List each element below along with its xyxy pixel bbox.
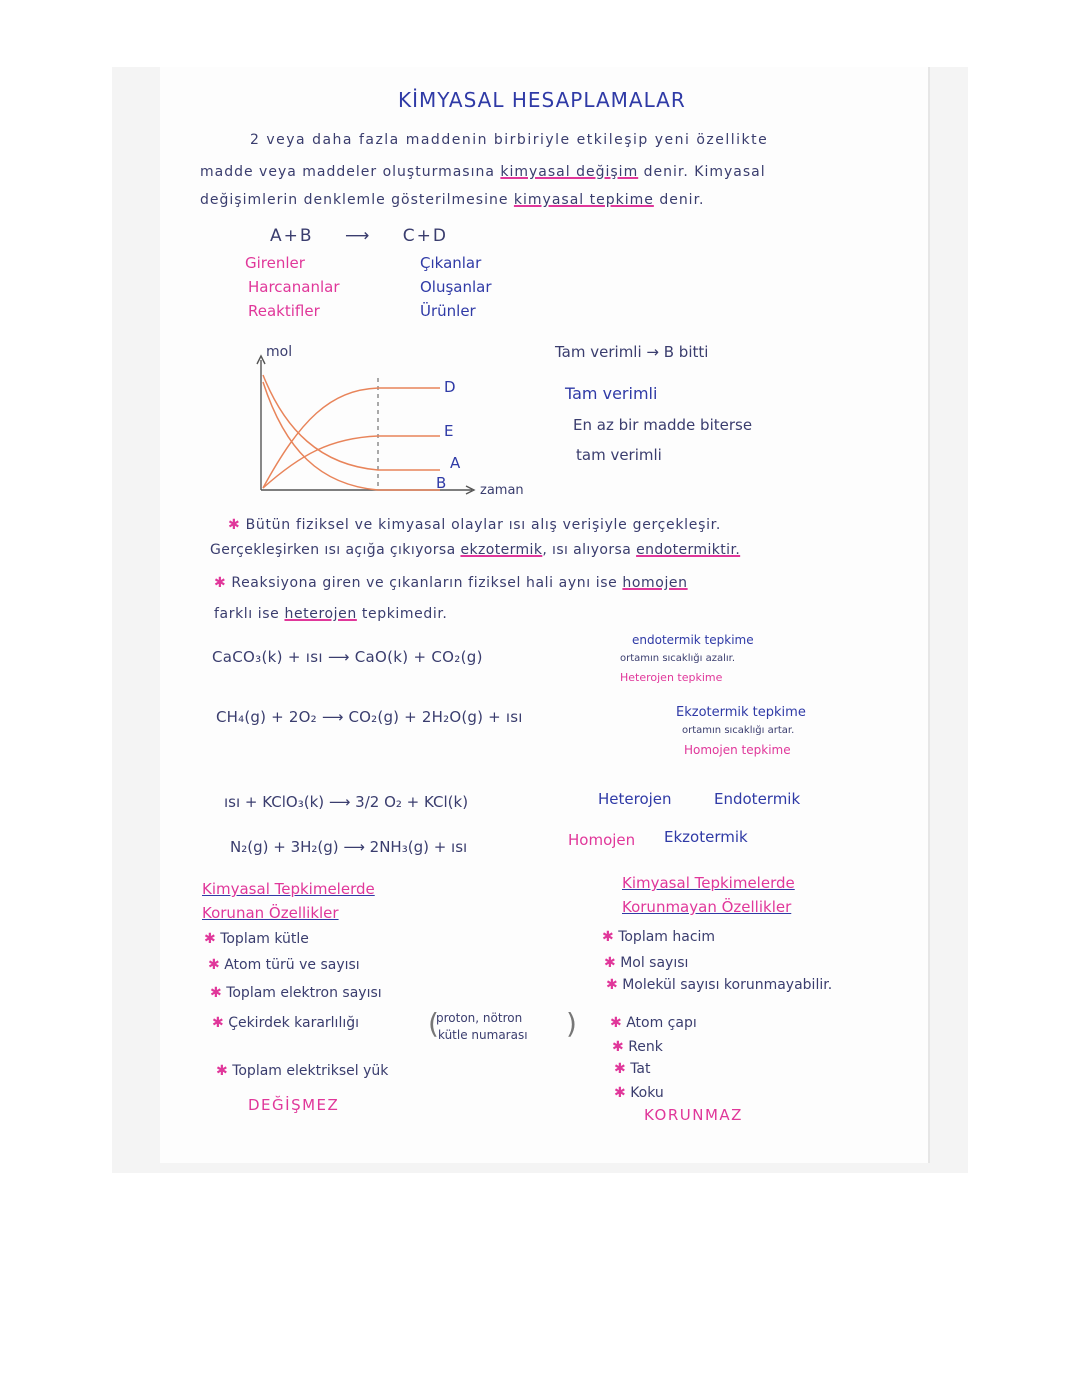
equation-4: N₂(g) + 3H₂(g) ⟶ 2NH₃(g) + ısı xyxy=(230,838,468,856)
star-icon: ✱ xyxy=(602,929,619,945)
equation-2-note-3: Homojen tepkime xyxy=(684,743,791,757)
graph-label-a: A xyxy=(450,454,461,472)
not-conserved-item-4 xyxy=(610,1016,697,1030)
not-conserved-item-2-text: Mol sayısı xyxy=(620,955,689,971)
note-2-line-2 xyxy=(214,607,447,621)
conserved-item-5-text: Toplam elektriksel yük xyxy=(232,1063,389,1079)
curve-a xyxy=(263,375,440,470)
star-icon: ✱ xyxy=(212,1015,229,1031)
conserved-item-4 xyxy=(212,1016,359,1030)
intro-line-3-a: değişimlerin denklemle gösterilmesine xyxy=(200,192,509,208)
yield-desc-1: En az bir madde biterse xyxy=(573,416,753,434)
note-1-text-mid: , ısı alıyorsa xyxy=(542,542,632,558)
note-2-text-c: tepkimedir. xyxy=(361,606,448,622)
conserved-item-1-text: Toplam kütle xyxy=(220,931,309,947)
yield-line: Tam verimli → B bitti xyxy=(555,343,709,361)
star-icon: ✱ xyxy=(208,957,225,973)
star-icon: ✱ xyxy=(614,1085,631,1101)
intro-line-3-b: denir. xyxy=(659,192,705,208)
equation-2: CH₄(g) + 2O₂ ⟶ CO₂(g) + 2H₂O(g) + ısı xyxy=(216,708,523,726)
term-kimyasal-degisim: kimyasal değişim xyxy=(500,164,639,180)
equation-1-note-3: Heterojen tepkime xyxy=(620,671,723,684)
left-term-3: Reaktifler xyxy=(248,302,320,320)
right-term-2: Oluşanlar xyxy=(420,278,492,296)
not-conserved-item-3-text: Molekül sayısı korunmayabilir. xyxy=(622,977,833,993)
not-conserved-heading-1: Kimyasal Tepkimelerde xyxy=(622,874,795,892)
intro-line-2-a: madde veya maddeler oluşturmasına xyxy=(200,164,495,180)
graph-label-b: B xyxy=(436,474,447,492)
equation-2-note-1: Ekzotermik tepkime xyxy=(676,705,806,720)
equation-3-note-1: Heterojen xyxy=(598,790,672,808)
not-conserved-item-1 xyxy=(602,930,715,944)
star-icon: ✱ xyxy=(216,1063,233,1079)
star-icon: ✱ xyxy=(604,955,621,971)
page-title: KİMYASAL HESAPLAMALAR xyxy=(398,88,686,112)
equation-4-note-1: Homojen xyxy=(568,831,636,849)
left-term-1: Girenler xyxy=(245,254,305,272)
conserved-paren-bracket-close: ) xyxy=(566,1007,577,1040)
graph-xlabel: zaman xyxy=(480,483,524,498)
star-icon: ✱ xyxy=(228,517,246,533)
conserved-heading-1: Kimyasal Tepkimelerde xyxy=(202,880,375,898)
yield-heading: Tam verimli xyxy=(565,384,658,403)
right-term-3: Ürünler xyxy=(420,302,476,320)
not-conserved-item-5-text: Renk xyxy=(628,1039,663,1055)
not-conserved-item-3 xyxy=(606,978,832,992)
graph-ylabel: mol xyxy=(266,344,293,360)
term-heterojen: heterojen xyxy=(284,606,357,622)
not-conserved-item-2 xyxy=(604,956,688,970)
note-2-text-b: farklı ise xyxy=(214,606,280,622)
note-1-line-1 xyxy=(228,518,721,532)
not-conserved-item-6 xyxy=(614,1062,651,1076)
not-conserved-item-5 xyxy=(612,1040,663,1054)
right-term-1: Çıkanlar xyxy=(420,254,482,272)
note-1-line-2 xyxy=(210,543,740,557)
equation-3-note-2: Endotermik xyxy=(714,790,801,808)
intro-line-1: 2 veya daha fazla maddenin birbiriyle etkileşip yeni özellikte xyxy=(250,132,769,148)
not-conserved-heading-2: Korunmayan Özellikler xyxy=(622,898,792,916)
conserved-item-5 xyxy=(216,1064,388,1078)
graph-label-d: D xyxy=(444,378,456,396)
not-conserved-item-7-text: Koku xyxy=(630,1085,664,1101)
note-1-text-a: Bütün fiziksel ve kimyasal olaylar ısı alış verişiyle gerçekleşir. xyxy=(245,517,721,533)
star-icon: ✱ xyxy=(606,977,623,993)
star-icon: ✱ xyxy=(610,1015,627,1031)
note-2-text-a: Reaksiyona giren ve çıkanların fiziksel hali aynı ise xyxy=(231,575,618,591)
conserved-item-4-text: Çekirdek kararlılığı xyxy=(228,1015,360,1031)
conserved-item-2 xyxy=(208,958,360,972)
term-ekzotermik: ekzotermik xyxy=(460,542,543,558)
equation-3: ısı + KClO₃(k) ⟶ 3/2 O₂ + KCl(k) xyxy=(224,793,469,811)
star-icon: ✱ xyxy=(204,931,221,947)
conserved-heading-2: Korunan Özellikler xyxy=(202,904,339,922)
conserved-item-1 xyxy=(204,932,309,946)
star-icon: ✱ xyxy=(210,985,227,1001)
conserved-item-3-text: Toplam elektron sayısı xyxy=(226,985,382,1001)
equation-1: CaCO₃(k) + ısı ⟶ CaO(k) + CO₂(g) xyxy=(212,648,483,666)
equation-4-note-2: Ekzotermik xyxy=(664,828,748,846)
conserved-paren-2: kütle numarası xyxy=(438,1028,528,1042)
graph-label-e: E xyxy=(444,422,454,440)
graph-curves xyxy=(263,375,440,490)
yield-desc-2: tam verimli xyxy=(576,446,662,464)
term-homojen: homojen xyxy=(622,575,688,591)
term-endotermik: endotermiktir. xyxy=(636,542,741,558)
note-1-text-b: Gerçekleşirken ısı açığa çıkıyorsa xyxy=(210,542,456,558)
not-conserved-item-4-text: Atom çapı xyxy=(626,1015,697,1031)
term-kimyasal-tepkime: kimyasal tepkime xyxy=(513,192,654,208)
intro-line-2-b: denir. Kimyasal xyxy=(643,164,766,180)
not-conserved-item-1-text: Toplam hacim xyxy=(618,929,716,945)
not-conserved-item-7 xyxy=(614,1086,664,1100)
conserved-paren-1: proton, nötron xyxy=(436,1011,523,1025)
conserved-item-2-text: Atom türü ve sayısı xyxy=(224,957,360,973)
star-icon: ✱ xyxy=(612,1039,629,1055)
note-2-line-1 xyxy=(214,576,688,590)
conserved-item-3 xyxy=(210,986,382,1000)
left-term-2: Harcananlar xyxy=(248,278,340,296)
not-conserved-item-6-text: Tat xyxy=(630,1061,651,1077)
reaction-equation: A+B ⟶ C+D xyxy=(270,226,448,246)
equation-1-note-1: endotermik tepkime xyxy=(632,633,754,647)
star-icon: ✱ xyxy=(614,1061,631,1077)
equation-1-note-2: ortamın sıcaklığı azalır. xyxy=(620,653,736,664)
equation-2-note-2: ortamın sıcaklığı artar. xyxy=(682,725,795,736)
star-icon: ✱ xyxy=(214,575,232,591)
conserved-paren-bracket-open: ( xyxy=(428,1007,439,1040)
not-conserved-footer: KORUNMAZ xyxy=(644,1106,743,1124)
conserved-footer: DEĞİŞMEZ xyxy=(248,1096,340,1114)
